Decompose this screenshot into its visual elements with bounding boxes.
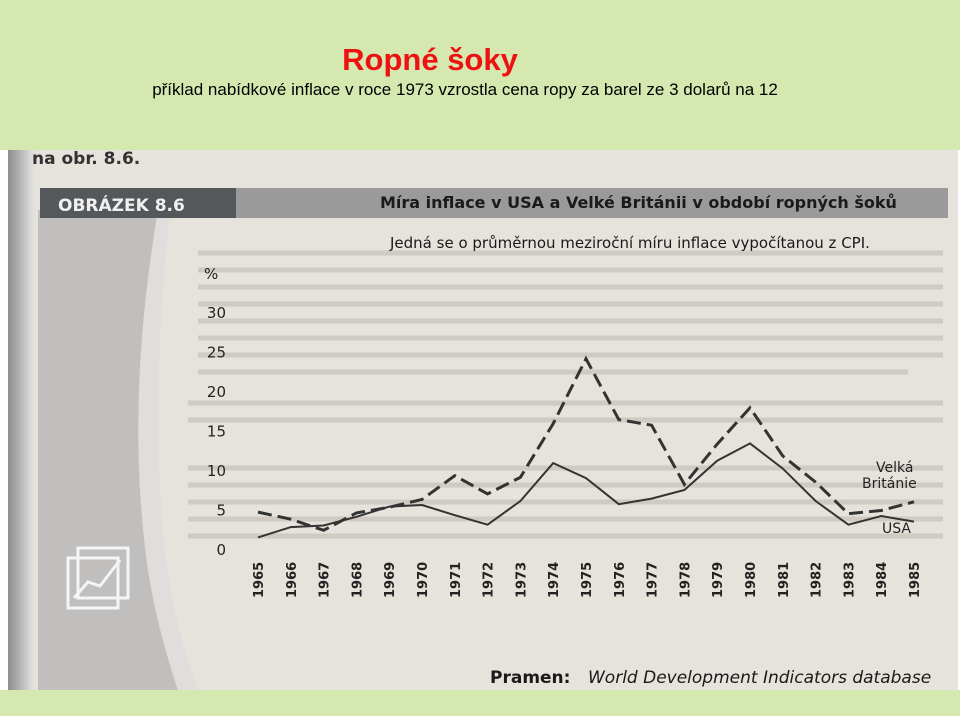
x-tick-label: 1979: [711, 561, 727, 598]
x-tick-label: 1973: [514, 561, 530, 598]
y-tick-label: 0: [216, 541, 226, 559]
x-tick-label: 1982: [809, 561, 825, 598]
y-tick-label: 5: [216, 501, 226, 520]
y-tick-label: 15: [206, 422, 226, 441]
x-tick-label: 1972: [481, 561, 497, 598]
x-tick-label: 1967: [317, 561, 333, 598]
x-tick-label: 1971: [448, 561, 464, 598]
x-tick-label: 1984: [875, 561, 891, 598]
x-tick-label: 1966: [284, 561, 300, 598]
x-tick-label: 1970: [416, 561, 431, 598]
slide-title: Ropné šoky: [342, 42, 518, 77]
figure-svg: [8, 150, 958, 690]
x-tick-label: 1975: [580, 561, 595, 598]
figure-subtitle: Jedná se o průměrnou meziroční míru inflace vypočítanou z CPI.: [390, 234, 870, 252]
x-tick-label: 1977: [645, 561, 661, 598]
legend-label-usa: USA: [882, 521, 911, 537]
book-top-text: na obr. 8.6.: [32, 150, 141, 169]
x-tick-label: 1985: [908, 561, 923, 598]
source-label: Pramen:: [490, 668, 571, 688]
source-text: World Development Indicators database: [588, 668, 932, 688]
y-tick-label: 25: [206, 343, 226, 362]
legend-label-uk: Velká Británie: [862, 460, 917, 492]
x-tick-label: 1976: [612, 561, 628, 598]
figure-title: Míra inflace v USA a Velké Británii v období ropných šoků: [380, 193, 897, 212]
textbook-photo: [8, 150, 958, 690]
y-tick-label: 10: [206, 462, 226, 480]
x-tick-label: 1968: [350, 561, 366, 598]
page-left-shadow: [8, 150, 38, 690]
x-tick-label: 1978: [678, 561, 694, 598]
y-tick-label: 20: [206, 383, 226, 401]
x-tick-label: 1980: [744, 561, 759, 598]
figure-label: OBRÁZEK 8.6: [58, 196, 185, 216]
x-tick-label: 1969: [383, 561, 399, 598]
x-tick-label: 1965: [252, 561, 267, 598]
slide-footer-band: [0, 690, 960, 716]
y-axis-label: %: [204, 265, 219, 283]
x-tick-label: 1974: [547, 561, 563, 598]
y-tick-label: 30: [206, 304, 226, 322]
slide-subtitle: příklad nabídkové inflace v roce 1973 vzrostla cena ropy za barel ze 3 dolarů na 12: [152, 80, 778, 99]
x-tick-label: 1983: [842, 561, 858, 598]
x-tick-label: 1981: [776, 561, 792, 598]
